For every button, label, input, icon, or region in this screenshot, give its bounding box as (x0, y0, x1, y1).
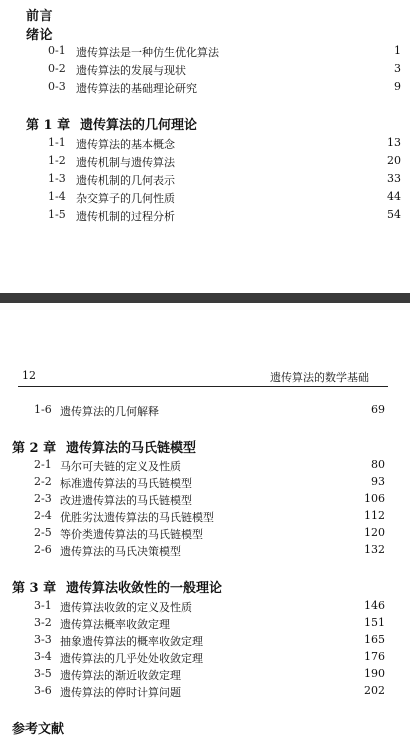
toc-entry-title: 遗传算法的停时计算问题 (60, 686, 181, 699)
toc-entry-number: 2-2 (34, 475, 52, 488)
toc-entry-number: 2-3 (34, 492, 52, 505)
toc-entry-number: 3-4 (34, 650, 52, 663)
toc-entry-page: 13 (387, 136, 401, 149)
toc-entry-number: 3-1 (34, 599, 52, 612)
toc-entry-page: 9 (394, 80, 401, 93)
intro-heading: 绪论 (26, 28, 54, 43)
toc-entry-number: 3-5 (34, 667, 52, 680)
toc-entry-page: 54 (387, 208, 401, 221)
toc-entry-number: 2-4 (34, 509, 52, 522)
toc-entry-page: 33 (387, 172, 401, 185)
toc-entry-number: 1-1 (48, 136, 66, 149)
toc-entry-number: 2-5 (34, 526, 52, 539)
toc-entry-number: 0-1 (48, 44, 66, 57)
toc-entry-number: 1-6 (34, 403, 52, 416)
toc-entry-number: 1-2 (48, 154, 66, 167)
toc-entry-title: 优胜劣汰遗传算法的马氏链模型 (60, 511, 214, 524)
toc-entry-number: 0-2 (48, 62, 66, 75)
toc-entry-page: 132 (364, 543, 385, 556)
toc-entry-number: 3-6 (34, 684, 52, 697)
toc-entry-title: 改进遗传算法的马氏链模型 (60, 494, 192, 507)
chapter-3-label: 第 3 章 (12, 581, 57, 596)
toc-entry-title: 等价类遗传算法的马氏链模型 (60, 528, 203, 541)
chapter-2-label: 第 2 章 (12, 441, 57, 456)
toc-entry-title: 遗传算法的基础理论研究 (76, 82, 197, 95)
references-heading: 参考文献 (12, 722, 65, 737)
toc-entry-title: 遗传机制与遗传算法 (76, 156, 175, 169)
toc-entry-number: 2-6 (34, 543, 52, 556)
toc-entry-title: 遗传算法是一种仿生优化算法 (76, 46, 219, 59)
toc-entry-title: 遗传算法的基本概念 (76, 138, 175, 151)
toc-entry-title: 抽象遗传算法的概率收敛定理 (60, 635, 203, 648)
toc-entry-page: 69 (371, 403, 385, 416)
toc-entry-page: 190 (364, 667, 385, 680)
toc-entry-number: 3-2 (34, 616, 52, 629)
toc-entry-title: 标准遗传算法的马氏链模型 (60, 477, 192, 490)
toc-entry-page: 120 (364, 526, 385, 539)
toc-page-bottom (0, 303, 410, 743)
toc-entry-title: 遗传机制的几何表示 (76, 174, 175, 187)
chapter-1-title: 遗传算法的几何理论 (80, 118, 198, 133)
running-header-title: 遗传算法的数学基础 (270, 371, 369, 384)
toc-entry-number: 1-3 (48, 172, 66, 185)
toc-entry-number: 1-4 (48, 190, 66, 203)
toc-entry-title: 遗传算法的几何解释 (60, 405, 159, 418)
toc-entry-page: 3 (394, 62, 401, 75)
toc-entry-title: 遗传算法的渐近收敛定理 (60, 669, 181, 682)
chapter-2-title: 遗传算法的马氏链模型 (66, 441, 197, 456)
chapter-1-label: 第 1 章 (26, 118, 71, 133)
toc-entry-page: 202 (364, 684, 385, 697)
toc-entry-page: 93 (371, 475, 385, 488)
toc-entry-page: 80 (371, 458, 385, 471)
toc-entry-page: 44 (387, 190, 401, 203)
header-rule (18, 386, 388, 387)
toc-entry-title: 遗传算法的几乎处处收敛定理 (60, 652, 203, 665)
toc-entry-number: 0-3 (48, 80, 66, 93)
toc-entry-page: 112 (364, 509, 385, 522)
toc-entry-number: 3-3 (34, 633, 52, 646)
toc-page-top (0, 0, 410, 293)
toc-entry-title: 杂交算子的几何性质 (76, 192, 175, 205)
toc-entry-title: 遗传算法的马氏决策模型 (60, 545, 181, 558)
toc-entry-page: 106 (364, 492, 385, 505)
page-divider (0, 293, 410, 303)
toc-entry-page: 165 (364, 633, 385, 646)
toc-entry-page: 176 (364, 650, 385, 663)
toc-entry-number: 2-1 (34, 458, 52, 471)
toc-entry-title: 遗传算法收敛的定义及性质 (60, 601, 192, 614)
preface-heading: 前言 (26, 9, 54, 24)
toc-entry-page: 20 (387, 154, 401, 167)
toc-entry-title: 遗传算法概率收敛定理 (60, 618, 170, 631)
toc-entry-page: 151 (364, 616, 385, 629)
toc-entry-number: 1-5 (48, 208, 66, 221)
toc-entry-title: 遗传机制的过程分析 (76, 210, 175, 223)
toc-entry-title: 马尔可夫链的定义及性质 (60, 460, 181, 473)
toc-entry-page: 146 (364, 599, 385, 612)
chapter-3-title: 遗传算法收敛性的一般理论 (66, 581, 223, 596)
running-header-page-number: 12 (22, 369, 36, 382)
toc-entry-title: 遗传算法的发展与现状 (76, 64, 186, 77)
toc-entry-page: 1 (394, 44, 401, 57)
